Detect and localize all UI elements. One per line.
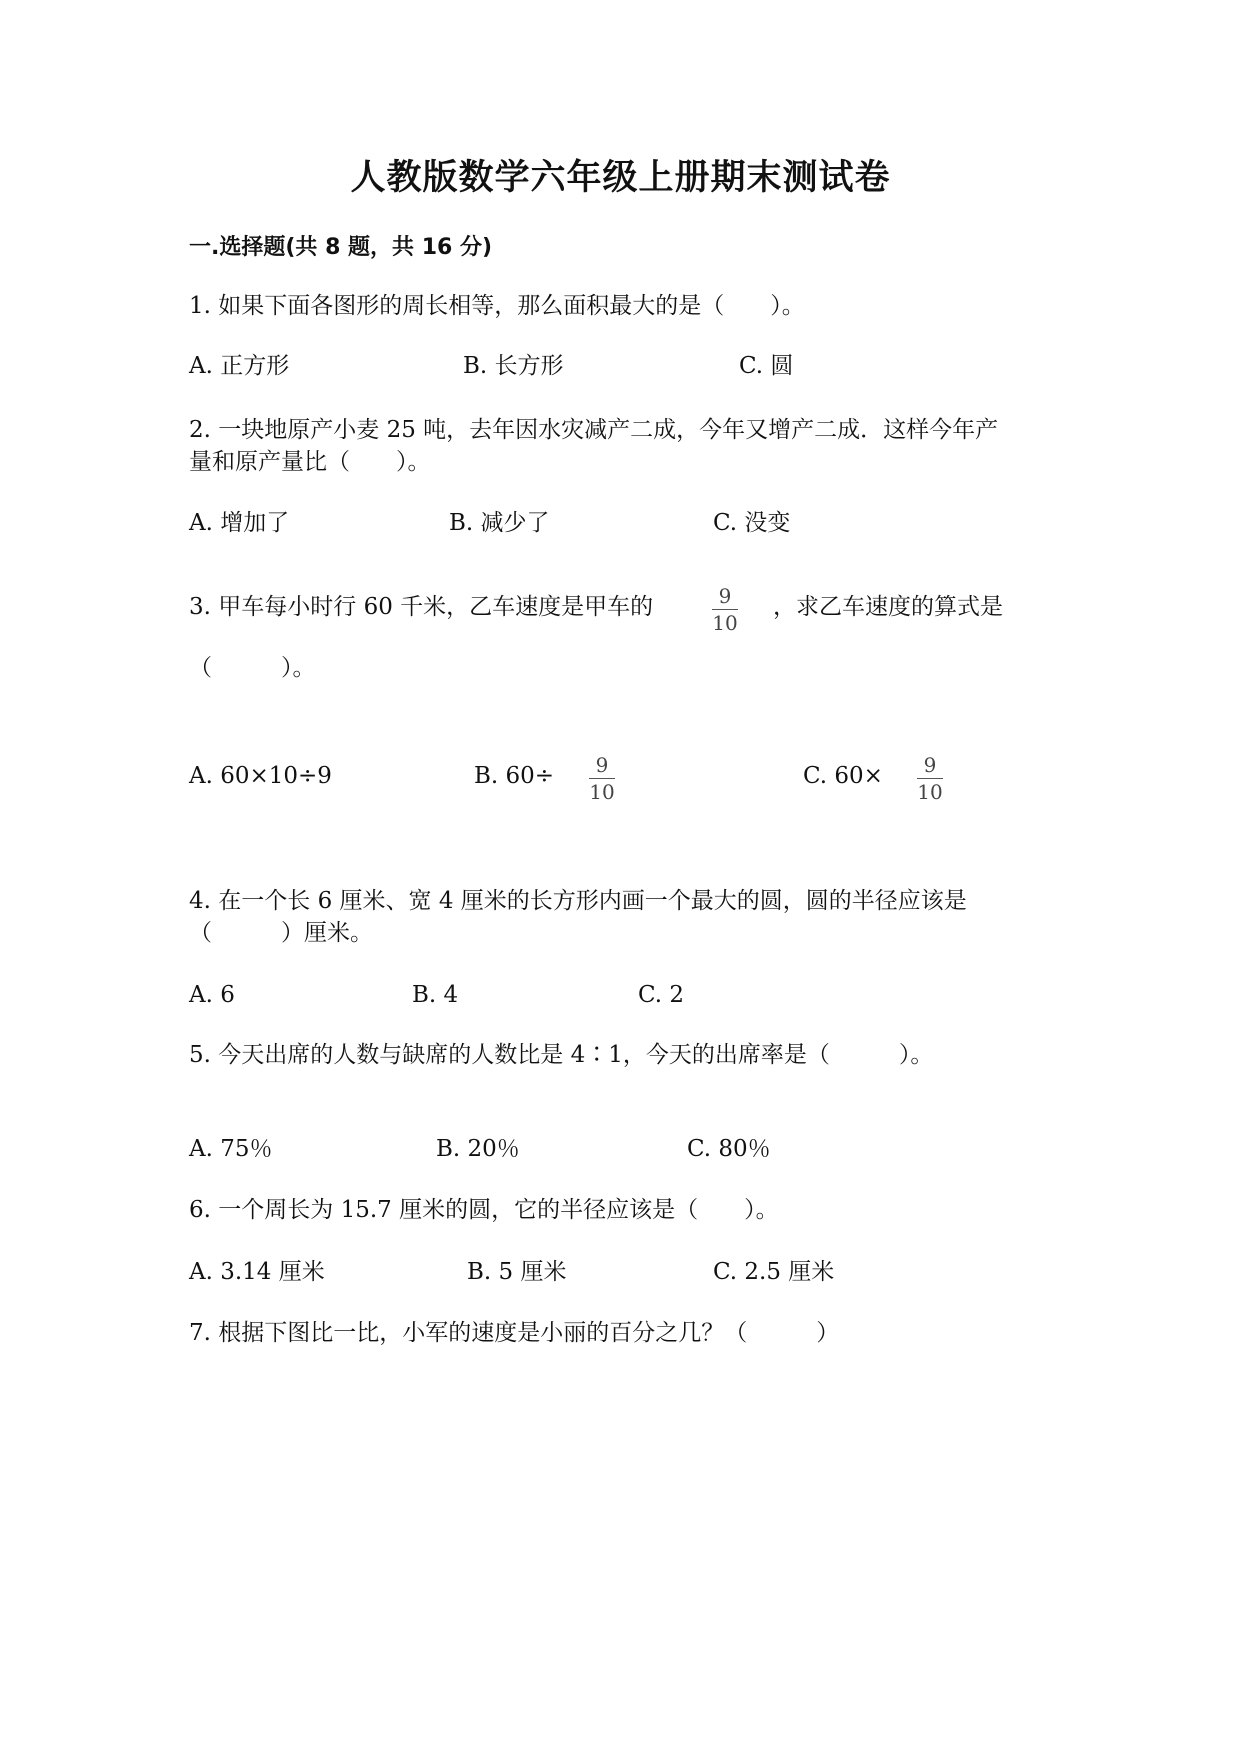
- question-6-option-a: A. 3.14 厘米: [189, 1259, 325, 1285]
- fraction-numerator: 9: [923, 753, 937, 777]
- fraction-denominator: 10: [917, 780, 943, 804]
- question-4-option-b: B. 4: [412, 982, 459, 1008]
- question-1-option-b: B. 长方形: [463, 353, 564, 379]
- section-heading: 一.选择题(共 8 题，共 16 分): [189, 235, 493, 260]
- fraction-numerator: 9: [595, 753, 609, 777]
- question-3-option-a: A. 60×10÷9: [189, 763, 332, 789]
- question-4-stem-line2: （ ）厘米。: [189, 920, 373, 946]
- fraction-bar: [589, 778, 615, 779]
- question-2-option-b: B. 减少了: [449, 510, 550, 536]
- fraction-denominator: 10: [712, 611, 738, 635]
- question-1-option-c: C. 圆: [739, 353, 794, 379]
- question-6-option-b: B. 5 厘米: [467, 1259, 567, 1285]
- question-3-option-c: C. 60×: [803, 763, 883, 789]
- question-7-stem: 7. 根据下图比一比，小军的速度是小丽的百分之几？（ ）: [189, 1320, 840, 1346]
- question-5-stem: 5. 今天出席的人数与缺席的人数比是 4∶1，今天的出席率是（ ）。: [189, 1042, 934, 1068]
- question-4-option-c: C. 2: [638, 982, 685, 1008]
- page-title: 人教版数学六年级上册期末测试卷: [350, 158, 891, 198]
- question-6-stem: 6. 一个周长为 15.7 厘米的圆，它的半径应该是（ ）。: [189, 1197, 779, 1223]
- question-4-option-a: A. 6: [189, 982, 235, 1008]
- question-5-option-c: C. 80％: [687, 1136, 771, 1162]
- question-5-option-a: A. 75％: [189, 1136, 273, 1162]
- question-5-option-b: B. 20％: [436, 1136, 520, 1162]
- fraction-bar: [712, 609, 738, 610]
- question-3-option-b-fraction: [589, 754, 615, 803]
- fraction-bar: [917, 778, 943, 779]
- question-1-option-a: A. 正方形: [189, 353, 290, 379]
- question-2-option-a: A. 增加了: [189, 510, 290, 536]
- question-3-fraction: [712, 585, 738, 634]
- question-6-option-c: C. 2.5 厘米: [713, 1259, 835, 1285]
- question-3-stem-line2: （ ）。: [189, 655, 316, 681]
- question-2-stem-line2: 量和原产量比（ ）。: [189, 449, 431, 475]
- fraction-numerator: 9: [718, 584, 732, 608]
- question-1-stem: 1. 如果下面各图形的周长相等，那么面积最大的是（ ）。: [189, 293, 805, 319]
- question-4-stem-line1: 4. 在一个长 6 厘米、宽 4 厘米的长方形内画一个最大的圆，圆的半径应该是: [189, 888, 967, 914]
- question-2-option-c: C. 没变: [713, 510, 791, 536]
- question-3-option-c-fraction: [917, 754, 943, 803]
- fraction-denominator: 10: [589, 780, 615, 804]
- question-3-stem-part2: ，求乙车速度的算式是: [773, 594, 1003, 620]
- question-2-stem-line1: 2. 一块地原产小麦 25 吨，去年因水灾减产二成，今年又增产二成．这样今年产: [189, 417, 999, 443]
- question-3-stem-part1: 3. 甲车每小时行 60 千米，乙车速度是甲车的: [189, 594, 654, 620]
- question-3-option-b: B. 60÷: [474, 763, 555, 789]
